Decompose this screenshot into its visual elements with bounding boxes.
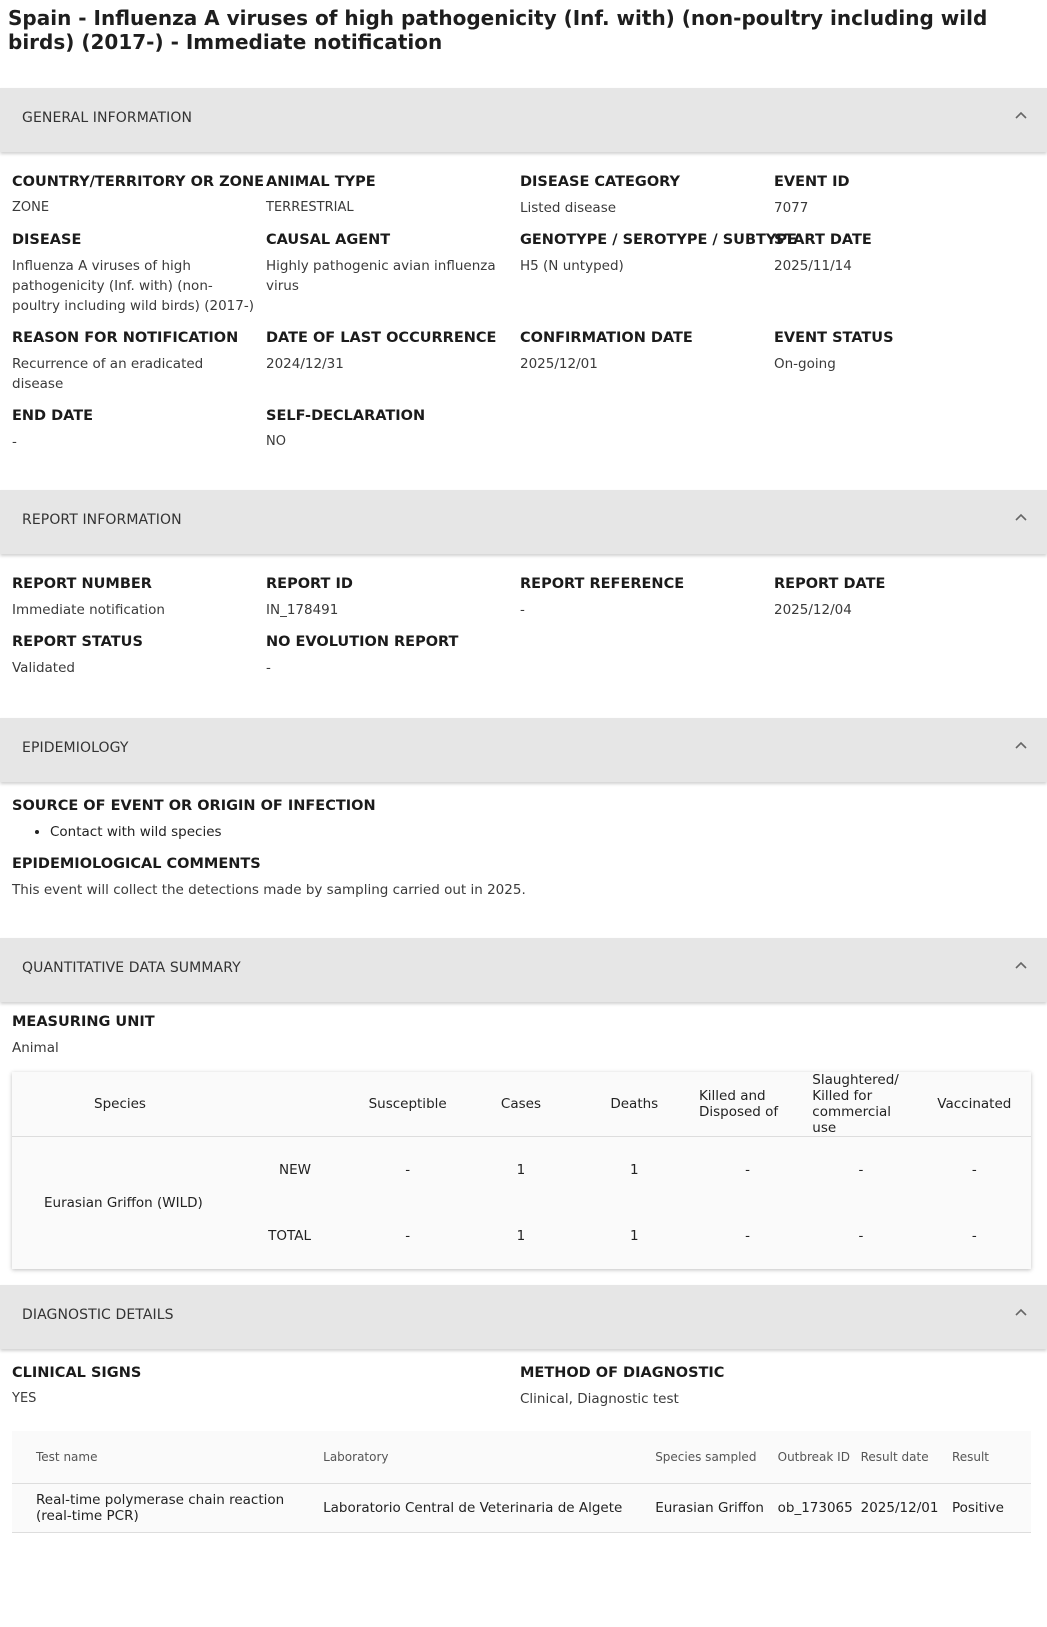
field-report-id <box>266 574 520 632</box>
cell-laboratory: Laboratorio Central de Veterinaria de Algete <box>319 1484 651 1533</box>
field-label: CONFIRMATION DATE <box>520 330 693 346</box>
col-header-deaths: Deaths <box>578 1072 691 1137</box>
cell-deaths: 1 <box>629 1162 639 1178</box>
col-header-test-name: Test name <box>12 1431 319 1484</box>
comments-value: This event will collect the detections made by sampling carried out in 2025. <box>12 882 526 898</box>
table-header-row <box>12 1072 1031 1137</box>
col-header-species: Species <box>12 1072 240 1137</box>
cell-susceptible: - <box>405 1228 411 1244</box>
field-country <box>12 172 266 230</box>
source-label: SOURCE OF EVENT OR ORIGIN OF INFECTION <box>12 798 376 814</box>
cell-result: Positive <box>948 1484 1031 1533</box>
field-value: Influenza A viruses of high pathogenicity (Inf. with) (non-poultry including wild birds) (2017-) <box>12 258 254 314</box>
table-header-row <box>12 1431 1031 1484</box>
col-header-susceptible: Susceptible <box>351 1072 464 1137</box>
field-value: 2024/12/31 <box>266 356 344 372</box>
section-title: GENERAL INFORMATION <box>22 110 193 126</box>
report-info-grid <box>0 574 1047 690</box>
field-label: METHOD OF DIAGNOSTIC <box>520 1365 725 1381</box>
field-value: IN_178491 <box>266 602 339 618</box>
field-value: Recurrence of an eradicated disease <box>12 356 204 392</box>
general-info-grid <box>0 172 1047 464</box>
field-value: H5 (N untyped) <box>520 258 624 274</box>
col-header-result: Result <box>948 1431 1031 1484</box>
field-label: DISEASE CATEGORY <box>520 174 681 190</box>
field-label: CLINICAL SIGNS <box>12 1365 142 1381</box>
cell-vaccinated: - <box>971 1162 977 1178</box>
field-value: Clinical, Diagnostic test <box>520 1391 679 1407</box>
field-last-occurrence <box>266 328 520 406</box>
field-animal-type <box>266 172 520 230</box>
section-header-general[interactable] <box>0 88 1047 152</box>
cell-outbreak-id: ob_173065 <box>774 1484 857 1533</box>
field-label: DATE OF LAST OCCURRENCE <box>266 330 497 346</box>
field-value: Immediate notification <box>12 602 165 618</box>
field-label: REPORT REFERENCE <box>520 576 685 592</box>
source-list <box>12 822 1047 842</box>
row-label: TOTAL <box>268 1228 311 1244</box>
comments-label: EPIDEMIOLOGICAL COMMENTS <box>12 856 261 872</box>
section-title: DIAGNOSTIC DETAILS <box>22 1307 174 1323</box>
field-report-date <box>774 574 1028 632</box>
measuring-unit-label: MEASURING UNIT <box>12 1014 155 1030</box>
field-label: EVENT STATUS <box>774 330 894 346</box>
section-title: REPORT INFORMATION <box>22 512 182 528</box>
field-value: 7077 <box>774 200 809 216</box>
field-report-status <box>12 632 266 690</box>
cell-vaccinated: - <box>971 1228 977 1244</box>
field-clinical-signs <box>12 1363 520 1409</box>
section-title: EPIDEMIOLOGY <box>22 740 129 756</box>
section-header-diagnostic[interactable] <box>0 1285 1047 1349</box>
chevron-up-icon[interactable] <box>1013 958 1029 974</box>
measuring-unit-value: Animal <box>12 1040 59 1056</box>
cell-slaughtered: - <box>858 1162 864 1178</box>
field-value: Highly pathogenic avian influenza virus <box>266 258 496 294</box>
diagnostic-fields <box>0 1349 1047 1409</box>
cell-cases: 1 <box>516 1162 526 1178</box>
field-report-number <box>12 574 266 632</box>
chevron-up-icon[interactable] <box>1013 1305 1029 1321</box>
species-cell: Eurasian Griffon (WILD) <box>44 1195 203 1211</box>
col-header-spacer <box>240 1072 351 1137</box>
cell-species-sampled: Eurasian Griffon <box>651 1484 773 1533</box>
field-label: SELF-DECLARATION <box>266 408 426 424</box>
section-header-epidemiology[interactable] <box>0 718 1047 782</box>
col-header-vaccinated: Vaccinated <box>918 1072 1031 1137</box>
chevron-up-icon[interactable] <box>1013 108 1029 124</box>
cell-killed: - <box>745 1162 751 1178</box>
field-label: REPORT ID <box>266 576 353 592</box>
field-report-reference <box>520 574 774 632</box>
cell-deaths: 1 <box>629 1228 639 1244</box>
col-header-slaughtered: Slaughtered/ Killed for commercial use <box>804 1072 917 1137</box>
section-header-report[interactable] <box>0 490 1047 554</box>
field-label: CAUSAL AGENT <box>266 232 391 248</box>
field-event-id <box>774 172 1028 230</box>
cell-test-name: Real-time polymerase chain reaction (real-time PCR) <box>12 1484 319 1533</box>
field-causal-agent <box>266 230 520 328</box>
col-header-result-date: Result date <box>857 1431 948 1484</box>
field-value: 2025/12/01 <box>520 356 598 372</box>
field-label: EVENT ID <box>774 174 850 190</box>
field-method-diagnostic <box>520 1363 1028 1409</box>
field-label: START DATE <box>774 232 872 248</box>
field-label: COUNTRY/TERRITORY OR ZONE <box>12 174 265 190</box>
cell-susceptible: - <box>405 1162 411 1178</box>
chevron-up-icon[interactable] <box>1013 510 1029 526</box>
epidemiology-body <box>0 782 1047 900</box>
section-title: QUANTITATIVE DATA SUMMARY <box>22 960 241 976</box>
field-value: Listed disease <box>520 200 617 216</box>
field-label: REPORT NUMBER <box>12 576 152 592</box>
table-row <box>12 1137 1031 1204</box>
field-value: Validated <box>12 660 75 676</box>
col-header-laboratory: Laboratory <box>319 1431 651 1484</box>
field-label: REPORT STATUS <box>12 634 143 650</box>
field-disease <box>12 230 266 328</box>
field-label: REPORT DATE <box>774 576 886 592</box>
field-label: ANIMAL TYPE <box>266 174 376 190</box>
field-label: END DATE <box>12 408 94 424</box>
col-header-cases: Cases <box>464 1072 577 1137</box>
field-self-declaration <box>266 406 520 464</box>
col-header-outbreak-id: Outbreak ID <box>774 1431 857 1484</box>
field-label: DISEASE <box>12 232 82 248</box>
cell-killed: - <box>745 1228 751 1244</box>
field-value: ZONE <box>12 200 50 215</box>
field-no-evolution <box>266 632 520 690</box>
measuring-unit <box>0 1002 1047 1058</box>
page-title: Spain - Influenza A viruses of high pathogenicity (Inf. with) (non-poultry including wild birds) (2017-) - Immediate notification <box>8 6 988 54</box>
field-confirmation-date <box>520 328 774 406</box>
cell-cases: 1 <box>516 1228 526 1244</box>
cell-result-date: 2025/12/01 <box>857 1484 948 1533</box>
field-value: On-going <box>774 356 836 372</box>
field-reason <box>12 328 266 406</box>
field-value: 2025/12/04 <box>774 602 852 618</box>
list-item: • Contact with wild species <box>50 822 1047 842</box>
field-label: REASON FOR NOTIFICATION <box>12 330 239 346</box>
field-value: - <box>520 602 525 618</box>
field-value: YES <box>12 1391 37 1406</box>
field-value: - <box>12 434 17 450</box>
row-label: NEW <box>278 1162 311 1178</box>
field-label: GENOTYPE / SEROTYPE / SUBTYPE <box>520 232 797 248</box>
col-header-species-sampled: Species sampled <box>651 1431 773 1484</box>
field-value: 2025/11/14 <box>774 258 852 274</box>
cell-slaughtered: - <box>858 1228 864 1244</box>
field-value: NO <box>266 434 286 449</box>
field-start-date <box>774 230 1028 328</box>
field-genotype <box>520 230 797 328</box>
quantitative-table <box>12 1072 1031 1269</box>
field-value: TERRESTRIAL <box>266 200 354 215</box>
section-header-quantitative[interactable] <box>0 938 1047 1002</box>
field-label: NO EVOLUTION REPORT <box>266 634 459 650</box>
field-end-date <box>12 406 266 464</box>
field-disease-category <box>520 172 774 230</box>
chevron-up-icon[interactable] <box>1013 738 1029 754</box>
table-row <box>12 1484 1031 1533</box>
diagnostic-table <box>12 1431 1031 1533</box>
col-header-killed: Killed and Disposed of <box>691 1072 804 1137</box>
field-event-status <box>774 328 1028 406</box>
field-value: - <box>266 660 271 676</box>
